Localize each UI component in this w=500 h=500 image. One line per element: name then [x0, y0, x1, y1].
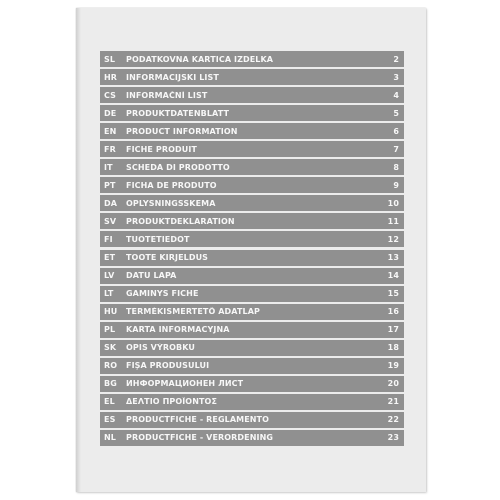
- section-title: PRODUKTDATENBLATT: [126, 108, 230, 118]
- toc-row-fr[interactable]: [100, 141, 404, 157]
- page-number: 17: [387, 325, 399, 335]
- toc-row-it[interactable]: [100, 159, 404, 175]
- language-code: HR: [104, 72, 118, 82]
- toc-row-bg[interactable]: [100, 376, 404, 392]
- section-title: DATU LAPA: [126, 271, 177, 281]
- toc-row-hr[interactable]: [100, 69, 404, 85]
- toc-row-sk[interactable]: [100, 340, 404, 356]
- section-title: FIȘA PRODUSULUI: [126, 361, 210, 371]
- page-number: 4: [393, 90, 399, 100]
- language-code: PL: [104, 325, 116, 335]
- section-title: TUOTETIEDOT: [126, 234, 190, 244]
- language-code: CS: [104, 90, 116, 100]
- section-title: PRODUKTDEKLARATION: [126, 216, 235, 226]
- toc-row-lt[interactable]: [100, 286, 404, 302]
- section-title: PRODUCTFICHE - VERORDENING: [126, 433, 274, 443]
- page-number: 10: [387, 198, 399, 208]
- section-title: GAMINYS FICHE: [126, 289, 199, 299]
- page-number: 11: [387, 216, 399, 226]
- page-number: 20: [387, 379, 399, 389]
- toc-row-en[interactable]: [100, 123, 404, 139]
- toc-row-da[interactable]: [100, 195, 404, 211]
- section-title: ΔΕΛΤΙΟ ΠΡΟΪΟΝΤΟΣ: [126, 397, 218, 407]
- section-title: INFORMAČNÍ LIST: [126, 90, 208, 100]
- page-number: 23: [387, 433, 399, 443]
- page-number: 14: [387, 271, 399, 281]
- section-title: PODATKOVNA KARTICA IZDELKA: [126, 54, 274, 64]
- language-code: FI: [104, 234, 113, 244]
- toc-row-sv[interactable]: [100, 213, 404, 229]
- toc-row-cs[interactable]: [100, 87, 404, 103]
- language-code: LV: [104, 271, 115, 281]
- language-code: NL: [104, 433, 116, 443]
- section-title: INFORMACIJSKI LIST: [126, 72, 219, 82]
- toc-row-ro[interactable]: [100, 358, 404, 374]
- language-code: IT: [104, 162, 113, 172]
- page-number: 19: [387, 361, 399, 371]
- section-title: TOOTE KIRJELDUS: [126, 253, 209, 263]
- toc-row-et[interactable]: [100, 250, 404, 266]
- toc-row-hu[interactable]: [100, 304, 404, 320]
- page-number: 3: [393, 72, 399, 82]
- page-number: 15: [387, 289, 399, 299]
- language-code: ES: [104, 415, 116, 425]
- section-title: FICHA DE PRODUTO: [126, 180, 217, 190]
- toc-row-de[interactable]: [100, 105, 404, 121]
- section-title: TERMÉKISMERTETŐ ADATLAP: [126, 307, 260, 317]
- page-number: 21: [387, 397, 399, 407]
- section-title: KARTA INFORMACYJNA: [126, 325, 230, 335]
- language-code: BG: [104, 379, 117, 389]
- toc-row-pl[interactable]: [100, 322, 404, 338]
- language-code: SK: [104, 343, 117, 353]
- language-code: SL: [104, 54, 116, 64]
- language-code: LT: [104, 289, 114, 299]
- page-fold-shadow: [76, 8, 81, 492]
- toc-row-el[interactable]: [100, 394, 404, 410]
- table-of-contents: [100, 51, 404, 448]
- section-title: OPIS VÝROBKU: [126, 343, 195, 353]
- language-code: FR: [104, 144, 116, 154]
- toc-row-es[interactable]: [100, 412, 404, 428]
- section-title: ИНФОРМАЦИОНЕН ЛИСТ: [126, 379, 244, 389]
- page-number: 22: [387, 415, 399, 425]
- toc-row-lv[interactable]: [100, 268, 404, 284]
- language-code: DA: [104, 198, 118, 208]
- page-number: 18: [387, 343, 399, 353]
- page-number: 6: [393, 126, 399, 136]
- language-code: ET: [104, 253, 116, 263]
- language-code: RO: [104, 361, 118, 371]
- toc-row-nl[interactable]: [100, 430, 404, 446]
- page-number: 5: [393, 108, 399, 118]
- page-number: 13: [387, 253, 399, 263]
- language-code: EN: [104, 126, 117, 136]
- toc-row-fi[interactable]: [100, 231, 404, 247]
- section-title: OPLYSNINGSSKEMA: [126, 198, 216, 208]
- language-code: HU: [104, 307, 118, 317]
- page-number: 9: [393, 180, 399, 190]
- language-code: PT: [104, 180, 116, 190]
- section-title: PRODUCT INFORMATION: [126, 126, 238, 136]
- page-number: 8: [393, 162, 399, 172]
- page-number: 2: [393, 54, 399, 64]
- toc-row-sl[interactable]: [100, 51, 404, 67]
- toc-row-pt[interactable]: [100, 177, 404, 193]
- section-title: FICHE PRODUIT: [126, 144, 197, 154]
- language-code: EL: [104, 397, 115, 407]
- page-number: 7: [393, 144, 399, 154]
- page-number: 16: [387, 307, 399, 317]
- section-title: PRODUCTFICHE - REGLAMENTO: [126, 415, 270, 425]
- language-code: DE: [104, 108, 117, 118]
- page-number: 12: [387, 234, 399, 244]
- section-title: SCHEDA DI PRODOTTO: [126, 162, 230, 172]
- language-code: SV: [104, 216, 117, 226]
